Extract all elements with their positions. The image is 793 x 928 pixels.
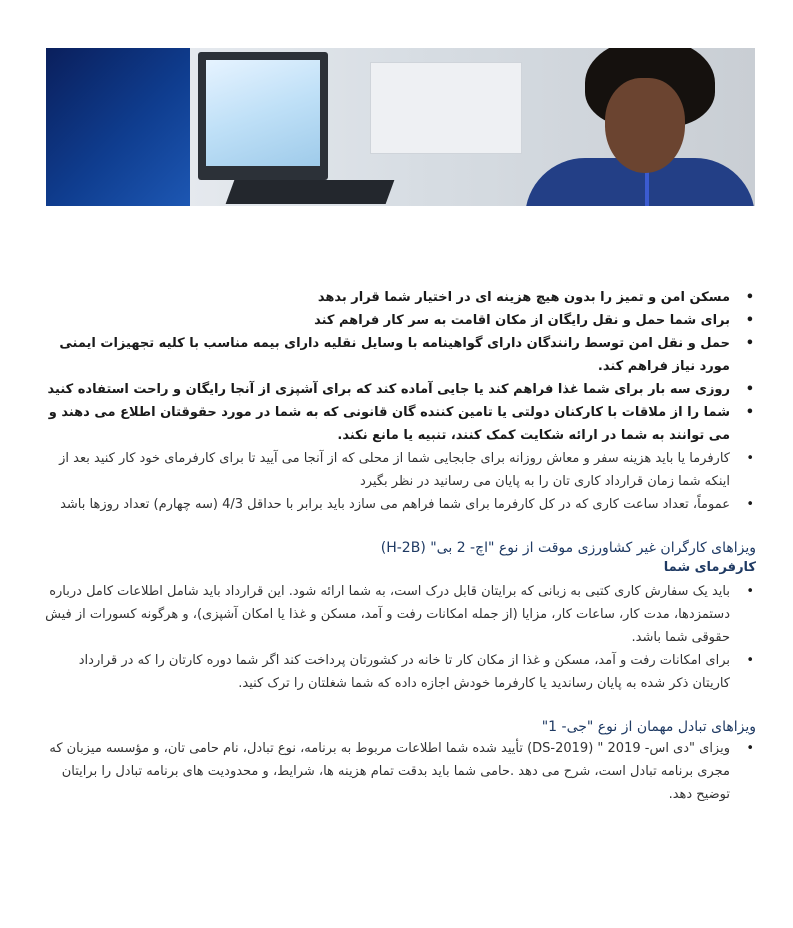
j1-list bbox=[40, 737, 756, 806]
hero-blue-panel bbox=[46, 48, 190, 206]
j1-section-heading: ویزاهای تبادل مهمان از نوع "جی- 1" bbox=[541, 719, 756, 735]
employer-obligations-list bbox=[40, 286, 756, 516]
list-item: • برای شما حمل و نقل رایگان از مکان اقامت به سر کار فراهم کند bbox=[40, 309, 730, 332]
list-item: • عموماً، تعداد ساعت کاری که در کل کارفرما برای شما فراهم می سازد باید برابر با حداقل 4/3 (سه چهارم) تعداد روزها باشد bbox=[40, 493, 730, 516]
list-item: • کارفرما یا باید هزینه سفر و معاش روزانه برای جابجایی شما از محلی که از آنجا می آیید تا برای کارفرمای خود کار کنید بعد از اینکه شما زمان قرارداد کاری تان را به پایان می رسانید در نظر بگیرد bbox=[40, 447, 730, 493]
person-face bbox=[605, 78, 685, 173]
list-item: • روزی سه بار برای شما غذا فراهم کند یا جایی آماده کند که برای آشپزی از آنجا رایگان و راحت استفاده کنید bbox=[40, 378, 730, 401]
h2b-section-heading: ویزاهای کارگران غیر کشاورزی موقت از نوع "اچ- 2 بی" (H-2B) bbox=[380, 540, 756, 556]
keyboard-graphic bbox=[226, 180, 395, 204]
monitor-graphic bbox=[198, 52, 328, 180]
document-body bbox=[40, 286, 756, 806]
h2b-section-subheading: کارفرمای شما bbox=[663, 560, 756, 575]
list-item: • شما را از ملاقات با کارکنان دولتی یا تامین کننده گان قانونی که به شما در مورد حقوقتان اطلاع می دهند و می توانند به شما در ارائه شکایت کمک کنند، تنبیه یا مانع نکند. bbox=[40, 401, 730, 447]
h2b-list bbox=[40, 580, 756, 695]
woman-at-computer-photo bbox=[190, 48, 755, 206]
list-item: • ویزای "دی اس- 2019 " (DS-2019) تأیید شده شما اطلاعات مربوط به برنامه، نوع تبادل، نام حامی تان، و مؤسسه میزبان که مجری برنامه تبادل است، شرح می دهد .حامی شما باید بدقت تمام هزینه ها، شرایط، و محدودیت های برنامه تبادل را برایتان توضیح دهد. bbox=[40, 737, 730, 806]
hero-image bbox=[46, 48, 755, 206]
list-item: • برای امکانات رفت و آمد، مسکن و غذا از مکان کار تا خانه در کشورتان پرداخت کند اگر شما دوره کارتان را که در قرارداد کاریتان ذکر شده به پایان رساندید یا کارفرما خودش اجازه داده که شما شغلتان را ترک کنید. bbox=[40, 649, 730, 695]
monitor-screen bbox=[206, 60, 320, 166]
list-item: • باید یک سفارش کاری کتبی به زبانی که برایتان قابل درک است، به شما ارائه شود. این قرارداد باید شامل اطلاعات کامل درباره دستمزدها، مدت کار، ساعات کار، مزایا (از جمله امکانات رفت و آمد، مسکن و غذا یا امکان آشپزی)، و هرگونه کسورات از فیش حقوقی شما باشد. bbox=[40, 580, 730, 649]
shelf-graphic bbox=[370, 62, 522, 154]
list-item: • مسکن امن و تمیز را بدون هیچ هزینه ای در اختیار شما قرار بدهد bbox=[40, 286, 730, 309]
list-item: • حمل و نقل امن توسط رانندگان دارای گواهینامه با وسایل نقلیه دارای بیمه مناسب با کلیه تجهیزات ایمنی مورد نیاز فراهم کند. bbox=[40, 332, 730, 378]
